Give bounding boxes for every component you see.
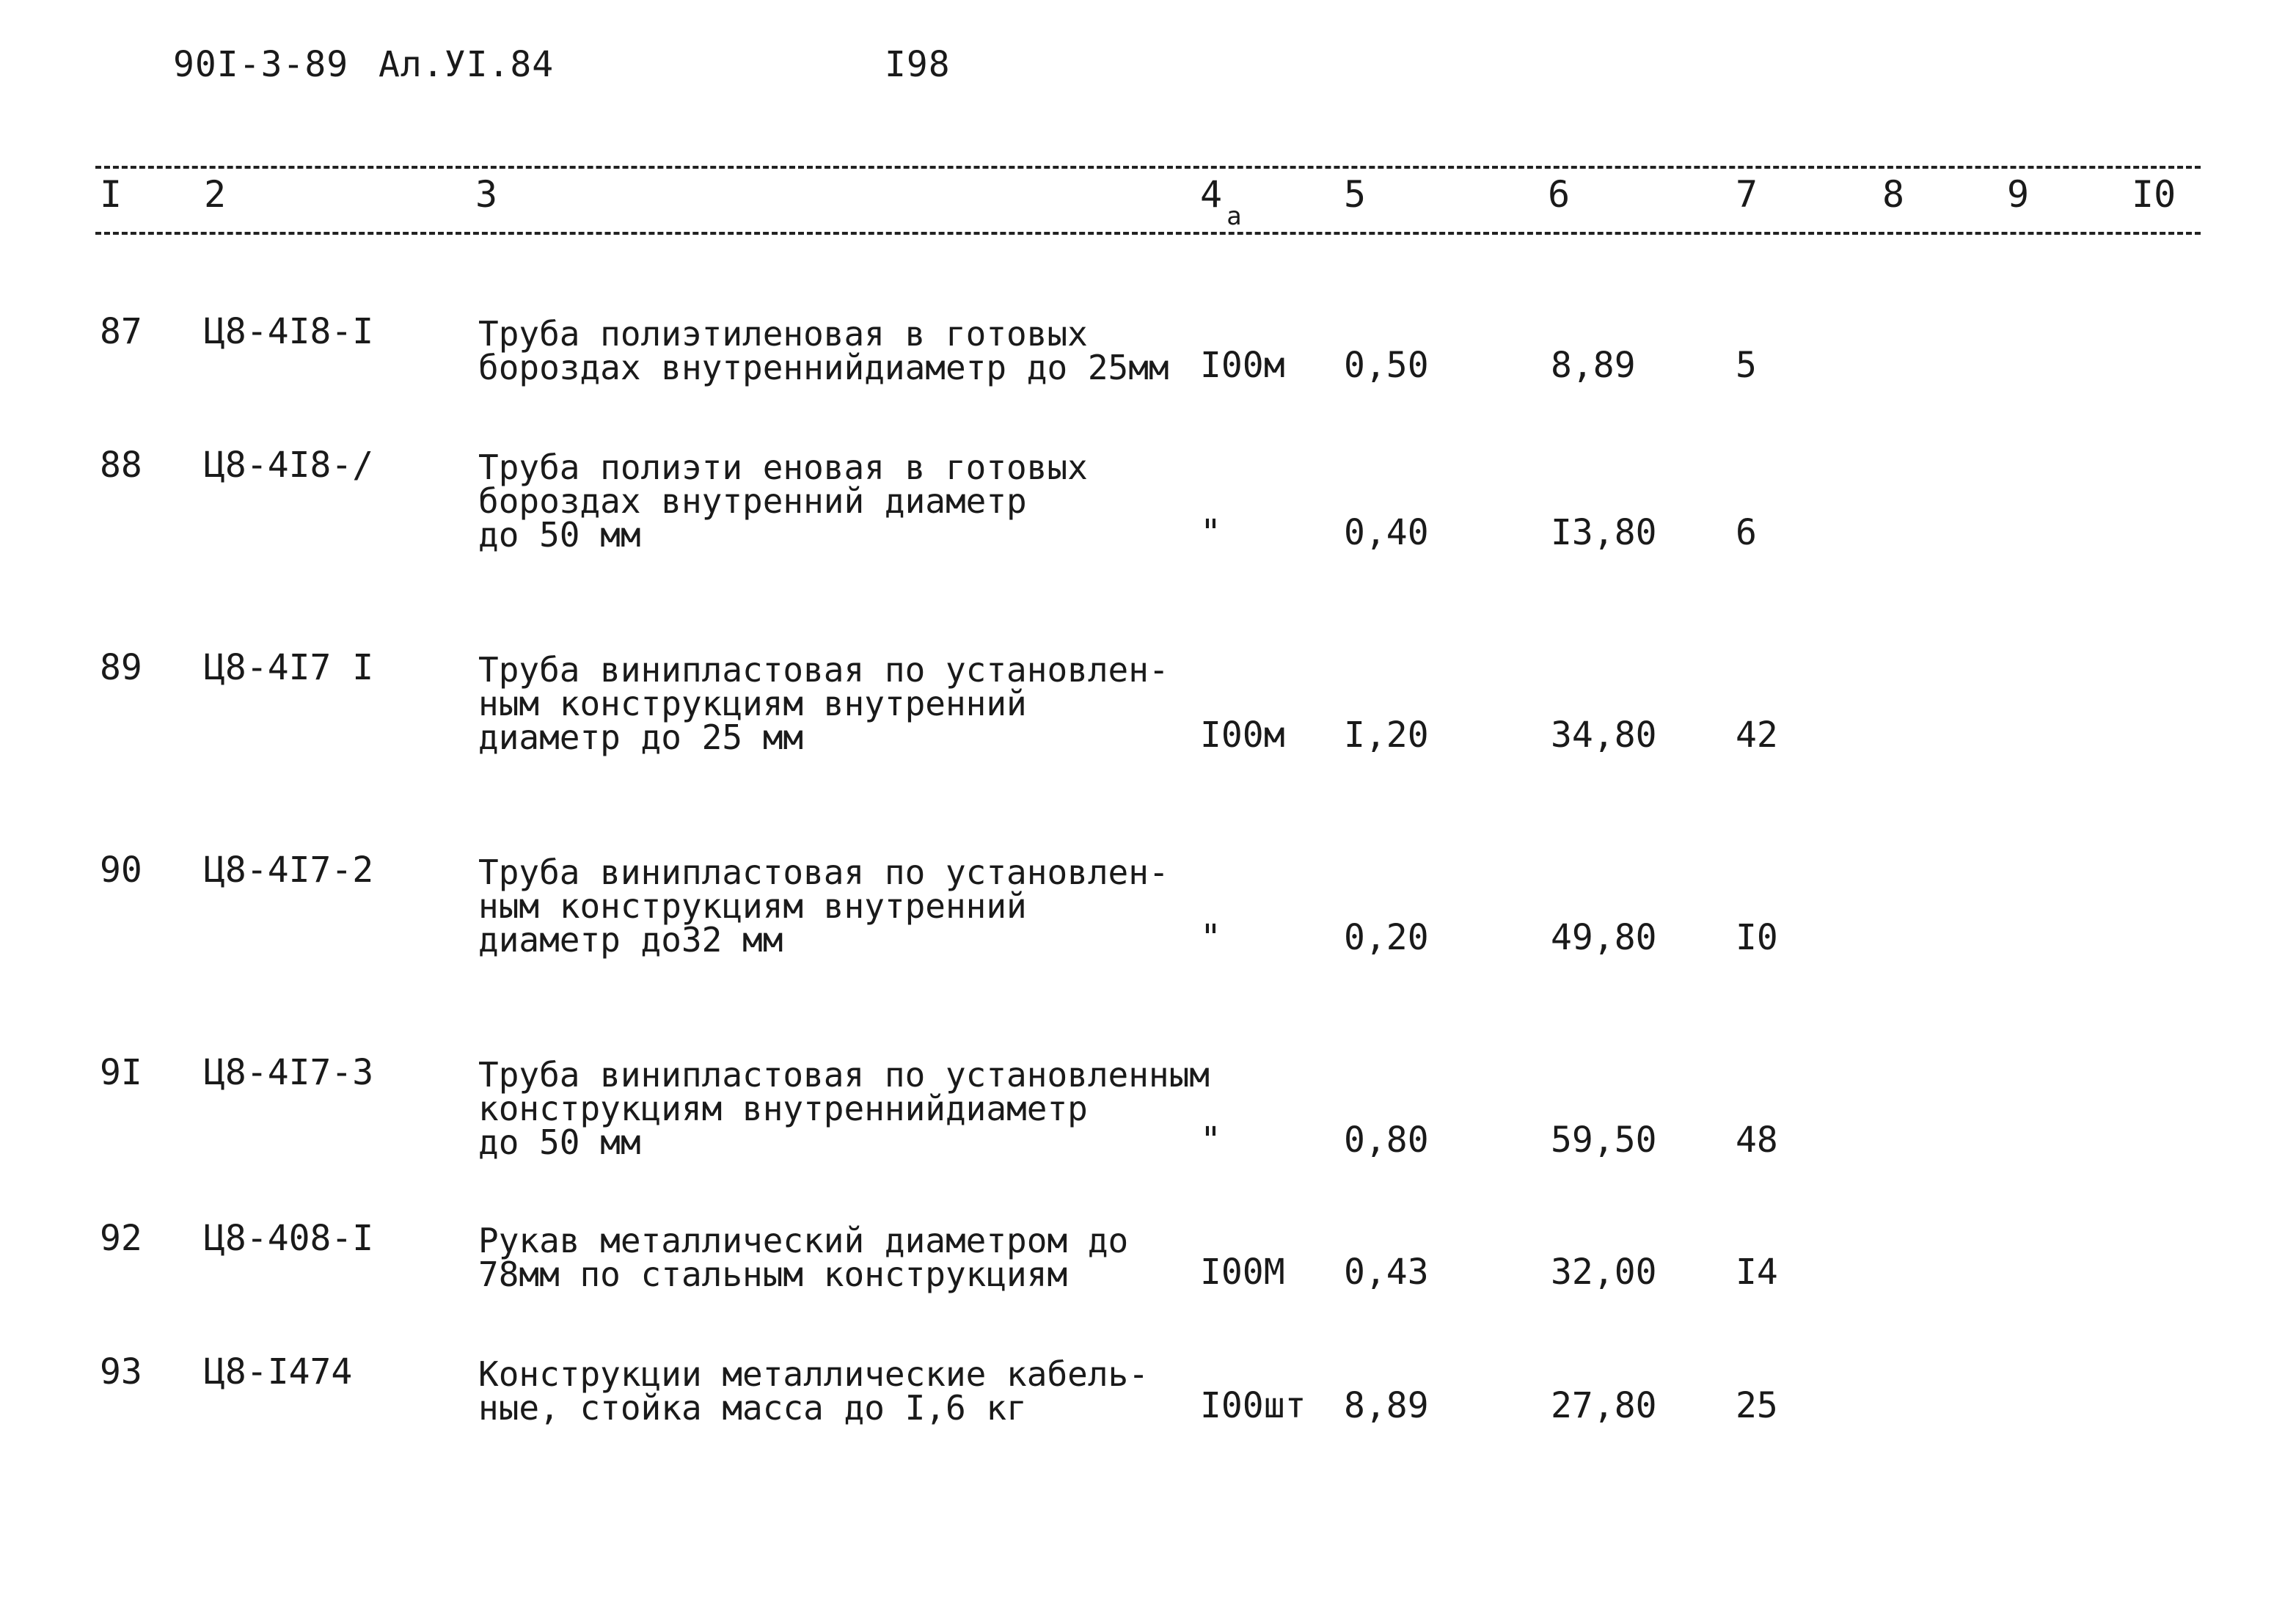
row-code: Ц8-408-I bbox=[204, 1218, 374, 1259]
column-header-2: 2 bbox=[204, 173, 227, 216]
row-cost: 32,00 bbox=[1551, 1252, 1657, 1293]
row-quantity: 0,40 bbox=[1344, 512, 1429, 553]
description-line: Труба полиэтиленовая в готовых bbox=[478, 314, 1088, 354]
description-line: до 50 мм bbox=[478, 515, 641, 555]
column-header-9: 9 bbox=[2007, 173, 2030, 216]
row-number: 87 bbox=[100, 311, 142, 352]
column-header-6: 6 bbox=[1548, 173, 1571, 216]
sheet-reference: Ал.УI.84 bbox=[379, 44, 555, 85]
description-line: ные, стойка масса до I,6 кг bbox=[478, 1388, 1027, 1428]
row-number: 89 bbox=[100, 647, 142, 688]
row-code: Ц8-4I8-/ bbox=[204, 445, 374, 486]
column-header-5: 5 bbox=[1344, 173, 1367, 216]
row-column-7: I0 bbox=[1736, 917, 1778, 958]
row-cost: I3,80 bbox=[1551, 512, 1657, 553]
description-line: Труба полиэти еновая в готовых bbox=[478, 448, 1088, 487]
row-column-7: I4 bbox=[1736, 1252, 1778, 1293]
row-cost: 8,89 bbox=[1551, 345, 1636, 386]
description-line: ным конструкциям внутренний bbox=[478, 886, 1027, 926]
row-cost: 59,50 bbox=[1551, 1120, 1657, 1161]
description-line: диаметр до 25 мм bbox=[478, 717, 804, 757]
row-number: 93 bbox=[100, 1351, 142, 1392]
description-line: Труба винипластовая по установленным bbox=[478, 1055, 1210, 1095]
row-cost: 49,80 bbox=[1551, 917, 1657, 958]
row-description bbox=[478, 314, 1169, 387]
row-unit: " bbox=[1200, 917, 1221, 958]
row-unit: I00М bbox=[1200, 1252, 1285, 1293]
row-code: Ц8-4I8-I bbox=[204, 311, 374, 352]
row-code: Ц8-4I7-3 bbox=[204, 1052, 374, 1093]
column-header-3: 3 bbox=[475, 173, 498, 216]
row-column-7: 5 bbox=[1736, 345, 1757, 386]
row-unit: I00шт bbox=[1200, 1385, 1306, 1426]
row-description bbox=[478, 650, 1169, 757]
column-header-7: 7 bbox=[1736, 173, 1758, 216]
row-column-7: 6 bbox=[1736, 512, 1757, 553]
row-unit: I00м bbox=[1200, 715, 1285, 756]
row-quantity: 8,89 bbox=[1344, 1385, 1429, 1426]
document-code: 90I-3-89 bbox=[173, 44, 349, 85]
row-cost: 27,80 bbox=[1551, 1385, 1657, 1426]
column-header-8: 8 bbox=[1882, 173, 1905, 216]
row-column-7: 42 bbox=[1736, 715, 1778, 756]
column-header-10: I0 bbox=[2132, 173, 2176, 216]
row-code: Ц8-4I7-2 bbox=[204, 850, 374, 891]
row-unit: I00м bbox=[1200, 345, 1285, 386]
row-description bbox=[478, 1055, 1210, 1162]
column-header-4 bbox=[1200, 173, 1242, 231]
row-number: 88 bbox=[100, 445, 142, 486]
description-line: Конструкции металлические кабель- bbox=[478, 1354, 1149, 1394]
description-line: диаметр до32 мм bbox=[478, 920, 783, 960]
description-line: ным конструкциям внутренний bbox=[478, 684, 1027, 723]
row-description bbox=[478, 852, 1169, 960]
column-header-1: I bbox=[100, 173, 123, 216]
row-code: Ц8-4I7 I bbox=[204, 647, 374, 688]
row-quantity: 0,80 bbox=[1344, 1120, 1429, 1161]
row-quantity: 0,43 bbox=[1344, 1252, 1429, 1293]
row-number: 9I bbox=[100, 1052, 142, 1093]
description-line: Рукав металлический диаметром до bbox=[478, 1221, 1129, 1260]
row-unit: " bbox=[1200, 1120, 1221, 1161]
row-number: 92 bbox=[100, 1218, 142, 1259]
description-line: до 50 мм bbox=[478, 1122, 641, 1162]
table-header-rule bbox=[95, 232, 2201, 235]
column-header-4-sub: a bbox=[1226, 202, 1242, 231]
row-quantity: 0,20 bbox=[1344, 917, 1429, 958]
table-top-rule bbox=[95, 166, 2201, 169]
description-line: 78мм по стальным конструкциям bbox=[478, 1255, 1068, 1294]
column-header-4-label: 4 bbox=[1200, 173, 1223, 216]
row-column-7: 25 bbox=[1736, 1385, 1778, 1426]
row-column-7: 48 bbox=[1736, 1120, 1778, 1161]
description-line: конструкциям внутреннийдиаметр bbox=[478, 1089, 1088, 1128]
row-quantity: I,20 bbox=[1344, 715, 1429, 756]
row-description bbox=[478, 448, 1088, 555]
row-quantity: 0,50 bbox=[1344, 345, 1429, 386]
description-line: бороздах внутренний диаметр bbox=[478, 481, 1027, 521]
description-line: Труба винипластовая по установлен- bbox=[478, 852, 1169, 892]
row-description bbox=[478, 1221, 1129, 1294]
page-number: I98 bbox=[885, 44, 951, 85]
row-description bbox=[478, 1354, 1149, 1428]
row-code: Ц8-I474 bbox=[204, 1351, 353, 1392]
row-cost: 34,80 bbox=[1551, 715, 1657, 756]
row-unit: " bbox=[1200, 512, 1221, 553]
description-line: Труба винипластовая по установлен- bbox=[478, 650, 1169, 690]
row-number: 90 bbox=[100, 850, 142, 891]
description-line: бороздах внутреннийдиаметр до 25мм bbox=[478, 348, 1169, 387]
